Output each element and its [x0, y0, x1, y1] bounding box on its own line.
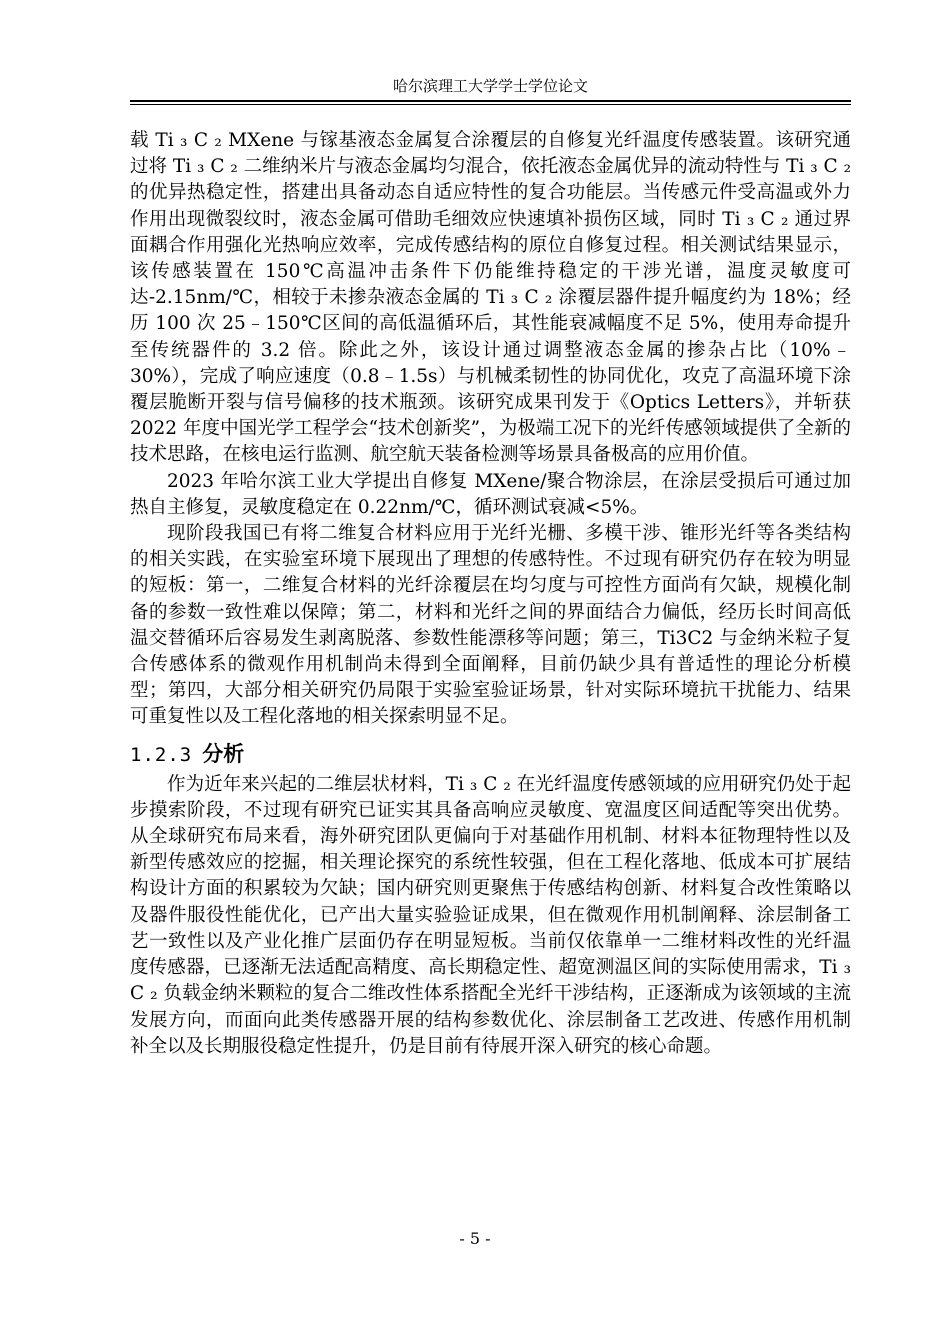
body-paragraph: 2023 年哈尔滨工业大学提出自修复 MXene/聚合物涂层，在涂层受损后可通过加热自主修复，灵敏度稳定在 0.22nm/℃，循环测试衰减<5%。: [130, 470, 851, 518]
page-body: [130, 128, 851, 1060]
section-paragraph: 作为近年来兴起的二维层状材料，Ti ₃ C ₂ 在光纤温度传感领域的应用研究仍处于起步摸索阶段，不过现有研究已证实其具备高响应灵敏度、宽温度区间适配等突出优势。从全球研究布局来看，海外研究团队更偏向于对基础作用机制、材料本征物理特性以及新型传感效应的挖掘，相关理论探究的系统性较强，但在工程化落地、低成本可扩展结构设计方面的积累较为欠缺；国内研究则更聚焦于传感结构创新、材料复合改性策略以及器件服役性能优化，已产出大量实验验证成果，但在微观作用机制阐释、涂层制备工艺一致性以及产业化推广层面仍存在明显短板。当前仅依靠单一二维材料改性的光纤温度传感器，已逐渐无法适配高精度、高长期稳定性、超宽测温区间的实际使用需求，Ti ₃ C ₂ 负载金纳米颗粒的复合二维改性体系搭配全光纤干涉结构，正逐渐成为该领域的主流发展方向，而面向此类传感器开展的结构参数优化、涂层制备工艺改进、传感作用机制补全以及长期服役稳定性提升，仍是目前有待展开深入研究的核心命题。: [130, 773, 851, 1057]
body-paragraph-continued: 载 Ti ₃ C ₂ MXene 与镓基液态金属复合涂覆层的自修复光纤温度传感装置。该研究通过将 Ti ₃ C ₂ 二维纳米片与液态金属均匀混合，依托液态金属优异的流动特性与 Ti ₃ C ₂ 的优异热稳定性，搭建出具备动态自适应特性的复合功能层。当传感元件受高温或外力作用出现微裂纹时，液态金属可借助毛细效应快速填补损伤区域，同时 Ti ₃ C ₂ 通过界面耦合作用强化光热响应效率，完成传感结构的原位自修复过程。相关测试结果显示，该传感装置在 150℃高温冲击条件下仍能维持稳定的干涉光谱，温度灵敏度可达-2.15nm/℃，相较于未掺杂液态金属的 Ti ₃ C ₂ 涂覆层器件提升幅度约为 18%；经历 100 次 25﹣150℃区间的高低温循环后，其性能衰减幅度不足 5%，使用寿命提升至传统器件的 3.2 倍。除此之外，该设计通过调整液态金属的掺杂占比（10%﹣30%），完成了响应速度（0.8﹣1.5s）与机械柔韧性的协同优化，攻克了高温环境下涂覆层脆断开裂与信号偏移的技术瓶颈。该研究成果刊发于《Optics Letters》，并斩获 2022 年度中国光学工程学会“技术创新奖”，为极端工况下的光纤传感领域提供了全新的技术思路，在核电运行监测、航空航天装备检测等场景具备极高的应用价值。: [130, 130, 851, 466]
running-header: 哈尔滨理工大学学士学位论文: [392, 77, 588, 95]
section-heading: [130, 739, 851, 770]
page-number: - 5 -: [459, 1229, 491, 1248]
section-number: 1.2.3: [130, 743, 193, 766]
header-rule: [130, 100, 851, 105]
section-title: 分析: [202, 741, 245, 766]
body-paragraph: 现阶段我国已有将二维复合材料应用于光纤光栅、多模干涉、锥形光纤等各类结构的相关实践，在实验室环境下展现出了理想的传感特性。不过现有研究仍存在较为明显的短板：第一，二维复合材料的光纤涂覆层在均匀度与可控性方面尚有欠缺，规模化制备的参数一致性难以保障；第二，材料和光纤之间的界面结合力偏低，经历长时间高低温交替循环后容易发生剥离脱落、参数性能漂移等问题；第三，Ti3C2 与金纳米粒子复合传感体系的微观作用机制尚未得到全面阐释，目前仍缺少具有普适性的理论分析模型；第四，大部分相关研究仍局限于实验室验证场景，针对实际环境抗干扰能力、结果可重复性以及工程化落地的相关探索明显不足。: [130, 523, 851, 728]
